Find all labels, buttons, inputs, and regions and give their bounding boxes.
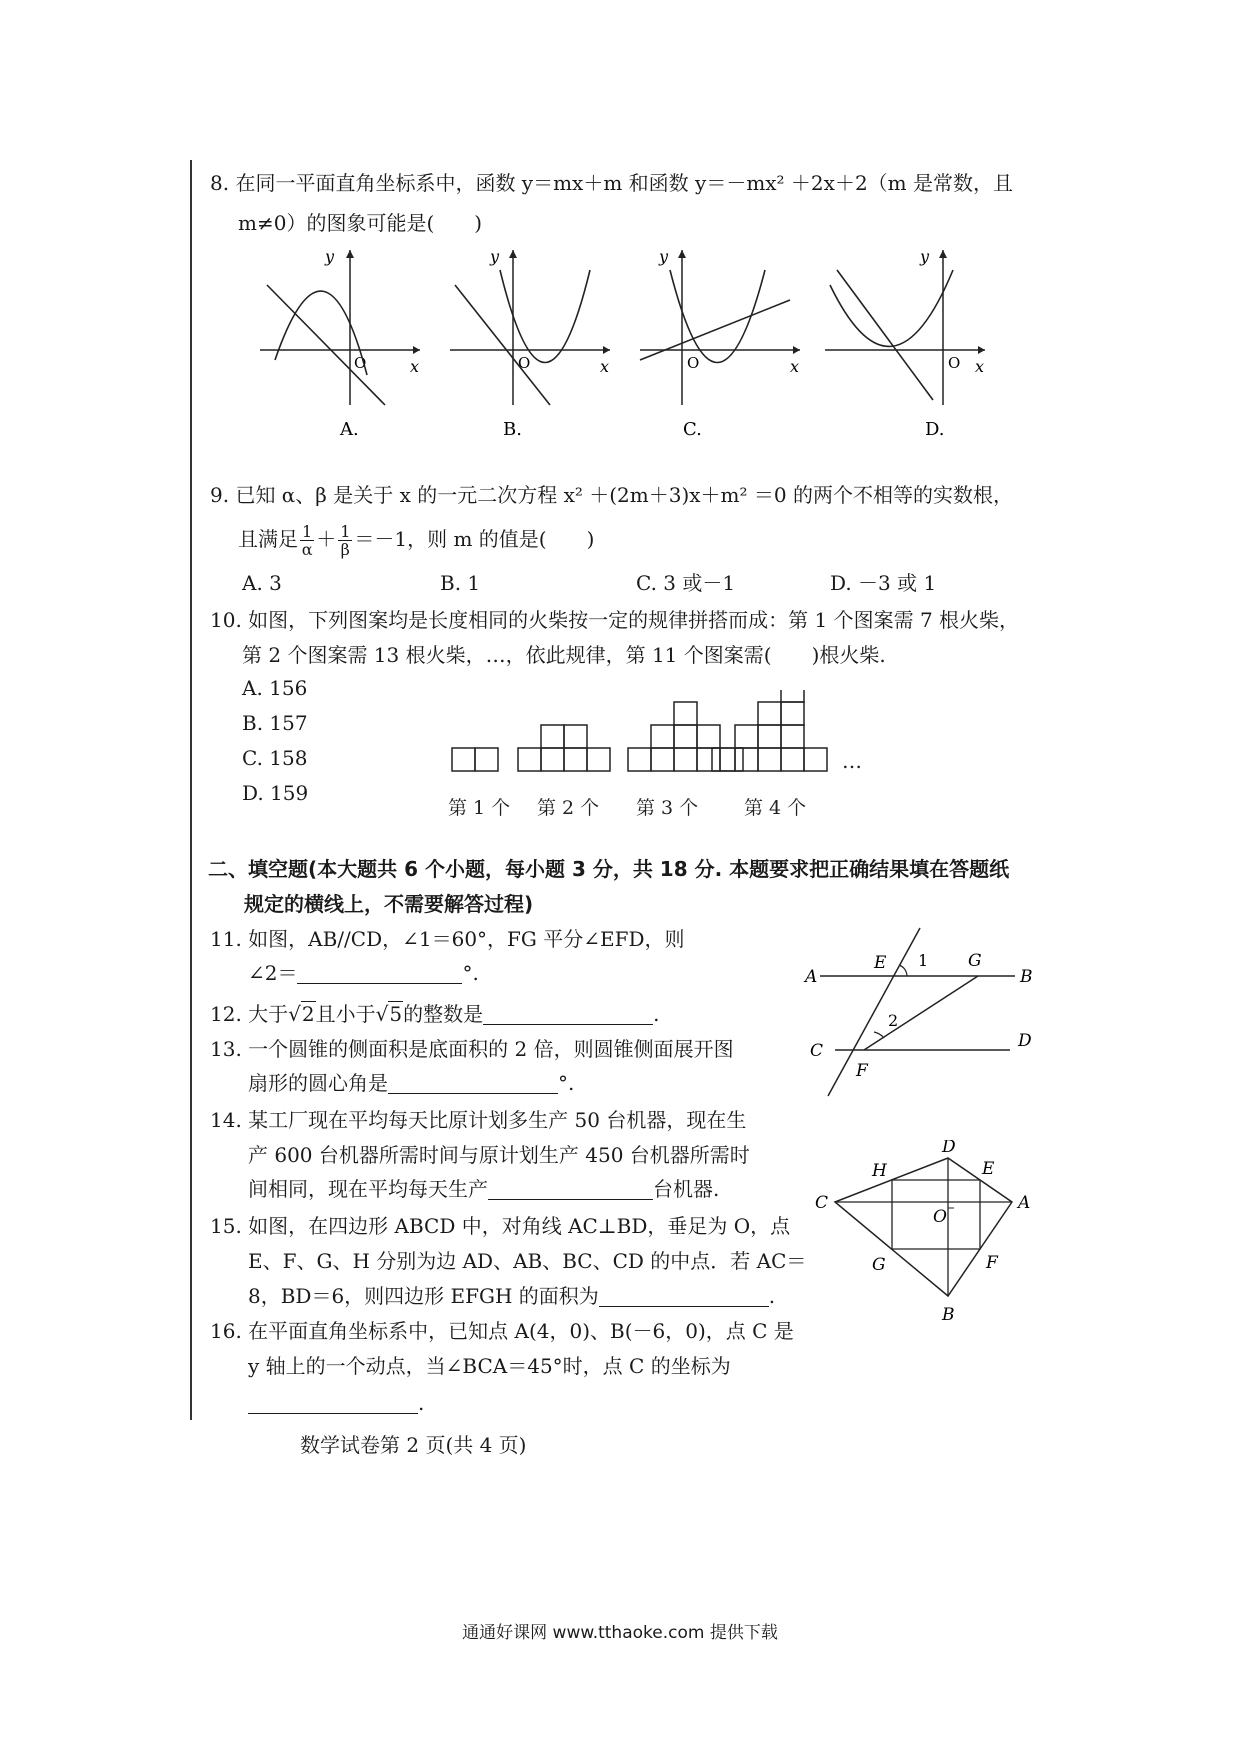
q11-label-b: B bbox=[1020, 967, 1033, 987]
q10-pattern-4 bbox=[712, 690, 827, 771]
q14-line-2: 产 600 台机器所需时间与原计划生产 450 台机器所需时 bbox=[248, 1143, 750, 1167]
q11-answer-blank[interactable] bbox=[297, 963, 462, 984]
q8-line-1: 8. 在同一平面直角坐标系中，函数 y＝mx＋m 和函数 y＝－mx² ＋2x＋2（m 是常数，且 bbox=[210, 171, 1013, 195]
q8-graph-a bbox=[260, 247, 420, 440]
q14-text-pre: 间相同，现在平均每天生产 bbox=[248, 1177, 488, 1201]
watermark-text: 通通好课网 www.tthaoke.com 提供下载 bbox=[462, 1623, 778, 1643]
q10-line-1: 10. 如图，下列图案均是长度相同的火柴按一定的规律拼搭而成：第 1 个图案需 7 根火柴， bbox=[210, 608, 1020, 632]
q9-frac-a-num: 1 bbox=[302, 522, 313, 541]
q8-d-y-label: y bbox=[920, 247, 930, 266]
q10-label-4: 第 4 个 bbox=[744, 797, 807, 819]
q16-line-3 bbox=[248, 1386, 424, 1420]
q11-label-g: G bbox=[968, 951, 982, 971]
q15-text-post: . bbox=[768, 1284, 776, 1308]
q16-answer-blank[interactable] bbox=[248, 1393, 418, 1414]
q8-line-2: m≠0）的图象可能是( ) bbox=[238, 211, 483, 235]
q8-b-x-label: x bbox=[600, 357, 610, 376]
q9-line-2 bbox=[238, 522, 594, 558]
q15-label-d: D bbox=[942, 1140, 956, 1157]
q9-fraction-beta bbox=[338, 523, 352, 558]
q16-text-post: . bbox=[418, 1391, 425, 1415]
q9-frac-b-den: β bbox=[340, 540, 350, 559]
q12-answer-blank[interactable] bbox=[483, 1004, 653, 1025]
q10-label-3: 第 3 个 bbox=[636, 797, 699, 819]
binding-margin-line bbox=[190, 160, 192, 1420]
q15-text-pre: 8，BD＝6，则四边形 EFGH 的面积为 bbox=[248, 1284, 599, 1308]
q9-fraction-alpha bbox=[300, 523, 314, 558]
q8-d-origin: O bbox=[948, 354, 961, 372]
q8-a-x-label: x bbox=[410, 357, 420, 376]
q8-b-origin: O bbox=[518, 354, 531, 372]
q10-option-c: C. 158 bbox=[242, 746, 308, 770]
q15-line-2: E、F、G、H 分别为边 AD、AB、BC、CD 的中点．若 AC＝ bbox=[248, 1249, 807, 1273]
q11-line-1: 11. 如图，AB//CD，∠1＝60°，FG 平分∠EFD，则 bbox=[210, 927, 685, 951]
q12-line: 12. 大于√2且小于√5的整数是 . bbox=[210, 1002, 660, 1026]
q10-option-a: A. 156 bbox=[242, 676, 308, 700]
q10-label-2: 第 2 个 bbox=[537, 797, 600, 819]
q15-answer-blank[interactable] bbox=[599, 1286, 769, 1307]
q15-label-e: E bbox=[982, 1159, 995, 1179]
q10-option-d: D. 159 bbox=[242, 781, 309, 805]
q15-line-1: 15. 如图，在四边形 ABCD 中，对角线 AC⊥BD，垂足为 O，点 bbox=[210, 1214, 791, 1238]
q9-option-b: B. 1 bbox=[440, 571, 481, 595]
q12-root-5: 5 bbox=[389, 1002, 403, 1026]
q12-text-post-pre: 的整数是 bbox=[403, 1002, 484, 1026]
q8-graph-b bbox=[450, 247, 610, 440]
q13-line-2 bbox=[248, 1066, 574, 1100]
q15-label-o: O bbox=[933, 1207, 947, 1227]
q8-graph-d bbox=[825, 247, 985, 440]
q14-text-post: 台机器. bbox=[653, 1177, 720, 1201]
q10-label-1: 第 1 个 bbox=[448, 797, 511, 819]
q11-label-1: 1 bbox=[918, 951, 929, 970]
q9-text-pre: 且满足 bbox=[238, 527, 298, 551]
q9-plus: ＋ bbox=[316, 527, 337, 551]
q14-line-1: 14. 某工厂现在平均每天比原计划多生产 50 台机器，现在生 bbox=[210, 1108, 747, 1132]
q8-c-x-label: x bbox=[790, 357, 800, 376]
q12-text-mid: 且小于 bbox=[315, 1002, 376, 1026]
q8-choice-a: A. bbox=[340, 419, 359, 440]
q8-graphs bbox=[255, 240, 1015, 450]
q9-option-c: C. 3 或－1 bbox=[636, 571, 736, 595]
q13-answer-blank[interactable] bbox=[388, 1073, 558, 1094]
q9-frac-a-den: α bbox=[301, 540, 313, 559]
q11-label-2: 2 bbox=[888, 1011, 899, 1030]
q13-text-post: °. bbox=[558, 1071, 575, 1095]
q8-choice-c: C. bbox=[683, 419, 702, 440]
q9-option-d: D. －3 或 1 bbox=[830, 571, 937, 595]
q15-label-g: G bbox=[872, 1255, 886, 1275]
q8-choice-b: B. bbox=[503, 419, 522, 440]
q15-line-3 bbox=[248, 1279, 775, 1313]
q9-frac-b-num: 1 bbox=[340, 522, 351, 541]
section-2-title-line-2: 规定的横线上，不需要解答过程) bbox=[244, 892, 534, 916]
q8-choice-d: D. bbox=[925, 419, 945, 440]
q11-line-2 bbox=[248, 956, 479, 990]
q8-graph-c bbox=[640, 247, 800, 440]
q11-label-a: A bbox=[805, 967, 818, 987]
q12-text-pre: 12. 大于 bbox=[210, 1002, 289, 1026]
q11-figure bbox=[800, 920, 1050, 1100]
section-2-title-line-1: 二、填空题(本大题共 6 个小题，每小题 3 分，共 18 分. 本题要求把正确结果填在答题纸 bbox=[208, 857, 1010, 881]
q10-matchstick-patterns bbox=[440, 690, 880, 835]
q9-option-a: A. 3 bbox=[242, 571, 282, 595]
q9-text-post: ＝－1，则 m 的值是( ) bbox=[354, 527, 595, 551]
q13-text-pre: 扇形的圆心角是 bbox=[248, 1071, 388, 1095]
q11-label-e: E bbox=[874, 953, 887, 973]
q8-c-origin: O bbox=[687, 354, 700, 372]
q12-root-2: 2 bbox=[301, 1002, 315, 1026]
q14-line-3 bbox=[248, 1172, 719, 1206]
q8-b-y-label: y bbox=[490, 247, 500, 266]
page-number-footer: 数学试卷第 2 页(共 4 页) bbox=[300, 1433, 527, 1457]
q10-pattern-1 bbox=[452, 748, 498, 771]
q8-a-y-label: y bbox=[325, 247, 335, 266]
q12-text-post: . bbox=[653, 1002, 660, 1026]
q15-label-c: C bbox=[815, 1193, 829, 1213]
q10-pattern-3 bbox=[628, 702, 743, 771]
q16-line-2: y 轴上的一个动点，当∠BCA＝45°时，点 C 的坐标为 bbox=[248, 1354, 731, 1378]
q11-label-c: C bbox=[810, 1041, 824, 1061]
q16-line-1: 16. 在平面直角坐标系中，已知点 A(4，0)、B(－6，0)，点 C 是 bbox=[210, 1319, 794, 1343]
q8-a-origin: O bbox=[354, 354, 367, 372]
q15-label-b: B bbox=[942, 1305, 955, 1325]
q11-label-f: F bbox=[856, 1061, 868, 1081]
q13-line-1: 13. 一个圆锥的侧面积是底面积的 2 倍，则圆锥侧面展开图 bbox=[210, 1037, 734, 1061]
q15-label-f: F bbox=[986, 1253, 998, 1273]
q10-pattern-2 bbox=[518, 725, 610, 771]
q15-label-a: A bbox=[1018, 1193, 1031, 1213]
q9-line-1: 9. 已知 α、β 是关于 x 的一元二次方程 x² ＋(2m＋3)x＋m² ＝0 的两个不相等的实数根， bbox=[210, 483, 1013, 507]
q10-ellipsis: … bbox=[842, 749, 862, 773]
q10-option-b: B. 157 bbox=[242, 711, 308, 735]
q11-text-pre: ∠2＝ bbox=[248, 961, 298, 985]
q15-figure bbox=[810, 1140, 1040, 1330]
q11-text-post: °. bbox=[462, 961, 479, 985]
q11-label-d: D bbox=[1018, 1031, 1032, 1051]
q10-line-2: 第 2 个图案需 13 根火柴，…，依此规律，第 11 个图案需( )根火柴. bbox=[242, 643, 886, 667]
q8-d-x-label: x bbox=[975, 357, 985, 376]
q15-label-h: H bbox=[872, 1161, 887, 1181]
q14-answer-blank[interactable] bbox=[488, 1179, 653, 1200]
q8-c-y-label: y bbox=[659, 247, 669, 266]
